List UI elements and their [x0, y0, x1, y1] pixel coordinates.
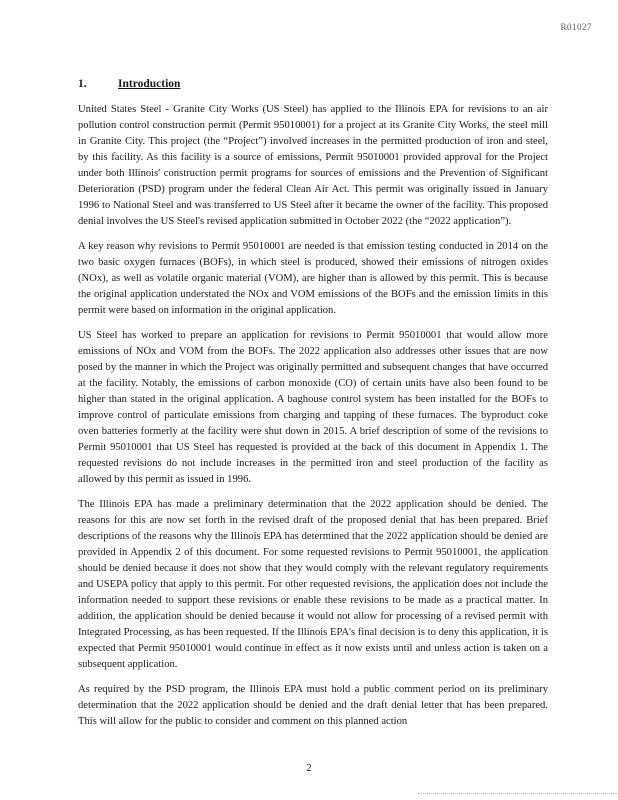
- section-number: 1.: [78, 78, 87, 90]
- paragraph: The Illinois EPA has made a preliminary determination that the 2022 application should be denied. The reasons for this are now set forth in the revised draft of the proposed denial that has been prepared. Brief descriptions of the reasons why the Illinois EPA has determined that the 2022 application should be denied are provided in Appendix 2 of this document. For some requested revisions to Permit 95010001, the application should be denied because it does not show that they would comply with the relevant regulatory requirements and USEPA policy that apply to this permit. For other requested revisions, the application does not include the information needed to support these revisions or enable these revisions to be made as a practical matter. In addition, the application should be denied because it would not allow for processing of a revised permit with Integrated Processing, as has been requested. If the Illinois EPA's final decision is to deny this application, it is expected that Permit 95010001 would continue in effect as it now exists until and unless action is taken on a subsequent application.: [78, 499, 548, 670]
- paragraph: United States Steel - Granite City Works (US Steel) has applied to the Illinois EPA for revisions to an air pollution control construction permit (Permit 95010001) for a project at its Granite City Works, the steel mill in Granite City. This project (the “Project”) involved increases in the permitted production of iron and steel, by this facility. As this facility is a source of emissions, Permit 95010001 provided approval for the Project under both Illinois' construction permit programs for sources of emissions and the Prevention of Significant Deterioration (PSD) program under the federal Clean Air Act. This permit was originally issued in January 1996 to National Steel and was transferred to US Steel after it became the owner of the facility. This proposed denial involves the US Steel's revised application submitted in October 2022 (the “2022 application”).: [78, 104, 548, 227]
- paragraph: US Steel has worked to prepare an application for revisions to Permit 95010001 that would allow more emissions of NOx and VOM from the BOFs. The 2022 application also addresses other issues that are now posed by the manner in which the Project was originally permitted and subsequent changes that have occurred at the facility. Notably, the emissions of carbon monoxide (CO) of certain units have also been found to be higher than stated in the original application. A baghouse control system has been installed for the BOFs to improve control of particulate emissions from charging and tapping of these furnaces. The byproduct coke oven batteries formerly at the facility were shut down in 2015. A brief description of some of the revisions to Permit 95010001 that US Steel has requested is provided at the back of this document in Appendix 1. The requested revisions do not include increases in the permitted iron and steel production of the facility as allowed by this permit as issued in 1996.: [78, 330, 548, 485]
- document-id: R01027: [560, 22, 592, 32]
- page-number: 2: [306, 762, 312, 774]
- document-body: [78, 102, 548, 739]
- paragraph: As required by the PSD program, the Illinois EPA must hold a public comment period on its preliminary determination that the 2022 application should be denied and the draft denial letter that has been prepared. This will allow for the public to consider and comment on this planned action: [78, 684, 548, 727]
- paragraph: A key reason why revisions to Permit 95010001 are needed is that emission testing conducted in 2014 on the two basic oxygen furnaces (BOFs), in which steel is produced, showed their emissions of nitrogen oxides (NOx), as well as volatile organic material (VOM), are higher than is allowed by this permit. This is because the original application understated the NOx and VOM emissions of the BOFs and the emission limits in this permit were based on information in the original application.: [78, 241, 548, 316]
- scan-edge-artifact: [418, 790, 618, 794]
- section-title: Introduction: [118, 78, 181, 90]
- section-heading: [78, 78, 180, 90]
